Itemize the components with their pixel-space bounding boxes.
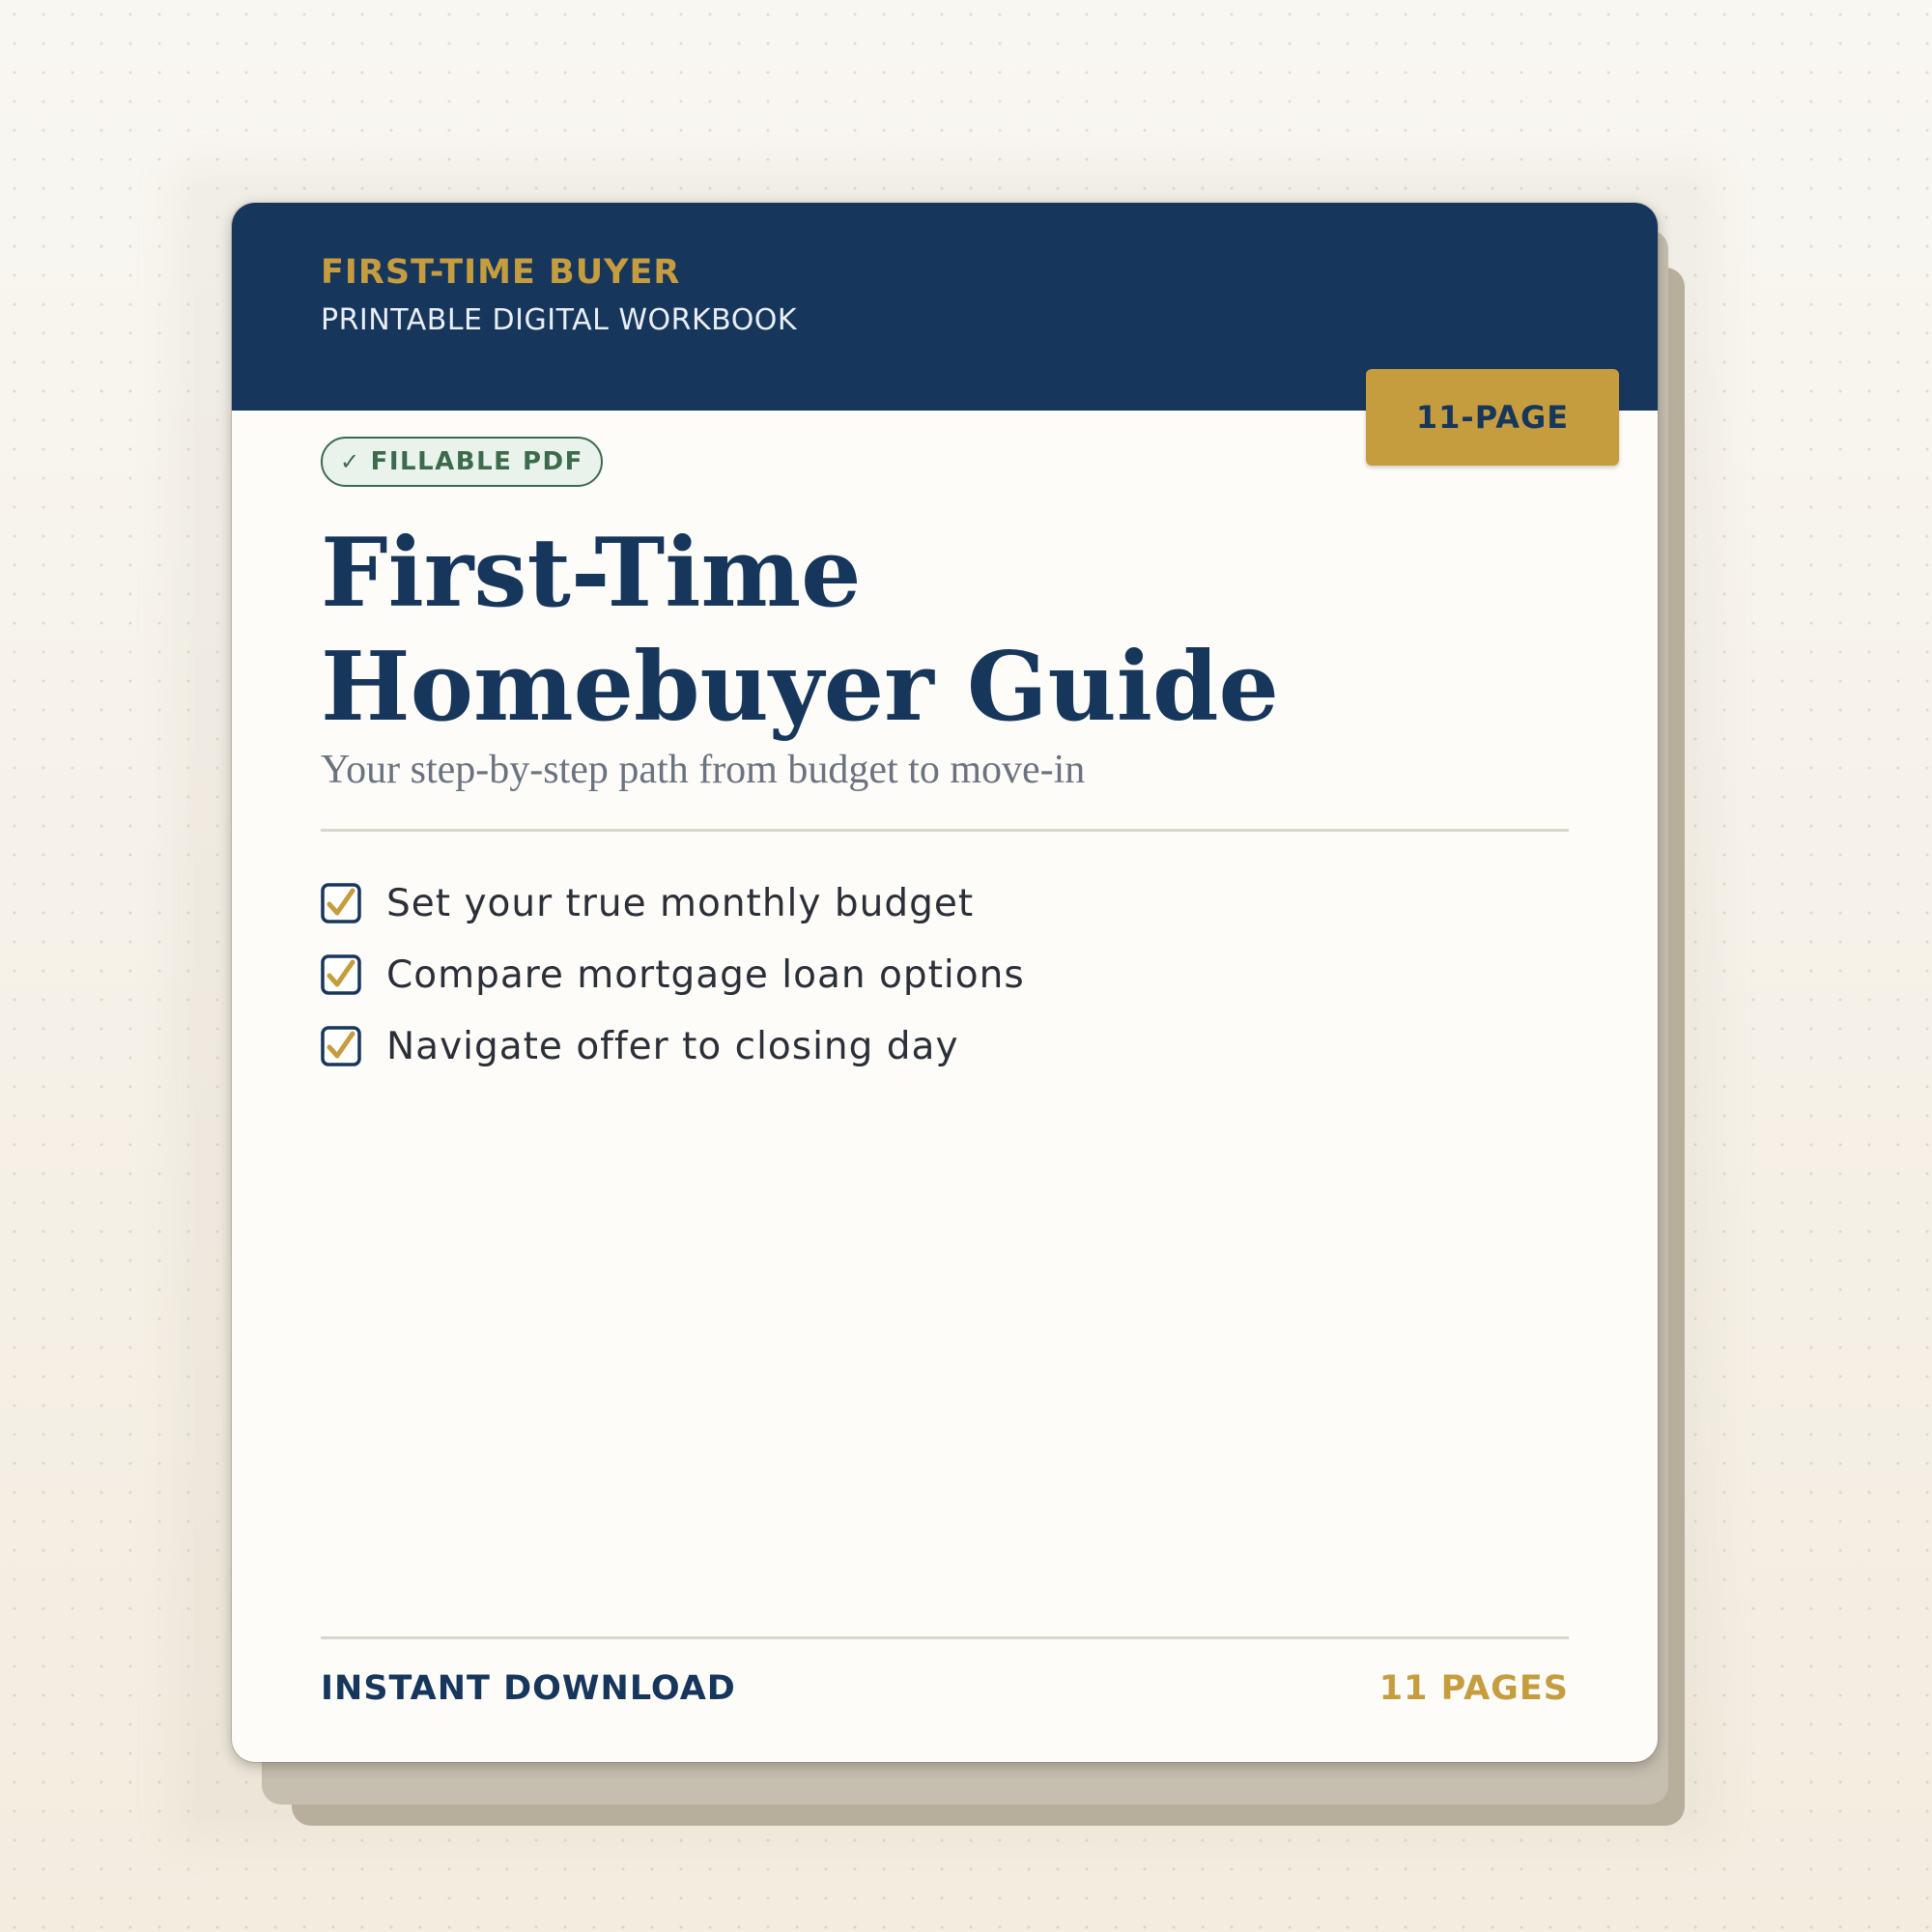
feature-list [321,867,1025,1082]
checkbox-checked-icon [321,1026,361,1066]
feature-item [321,1010,1025,1082]
feature-label: Set your true monthly budget [386,881,975,925]
header-eyebrow: FIRST-TIME BUYER [321,253,681,292]
feature-label: Navigate offer to closing day [386,1024,959,1068]
fillable-pdf-label: FILLABLE PDF [370,447,583,476]
checkbox-checked-icon [321,883,361,923]
page-count-label: 11 PAGES [1378,1669,1569,1708]
feature-item [321,939,1025,1010]
checkmark-icon: ✓ [340,448,361,475]
header-subtitle: PRINTABLE DIGITAL WORKBOOK [321,303,798,337]
divider [321,829,1569,832]
feature-item [321,867,1025,939]
feature-label: Compare mortgage loan options [386,952,1025,997]
instant-download-label: INSTANT DOWNLOAD [321,1669,736,1708]
guide-title: First-Time Homebuyer Guide [321,518,1279,743]
divider [321,1636,1569,1639]
guide-tagline: Your step-by-step path from budget to move-in [321,748,1086,792]
checkbox-checked-icon [321,954,361,995]
fillable-pdf-badge [321,437,603,487]
page-count-badge: 11-PAGE [1366,369,1619,466]
